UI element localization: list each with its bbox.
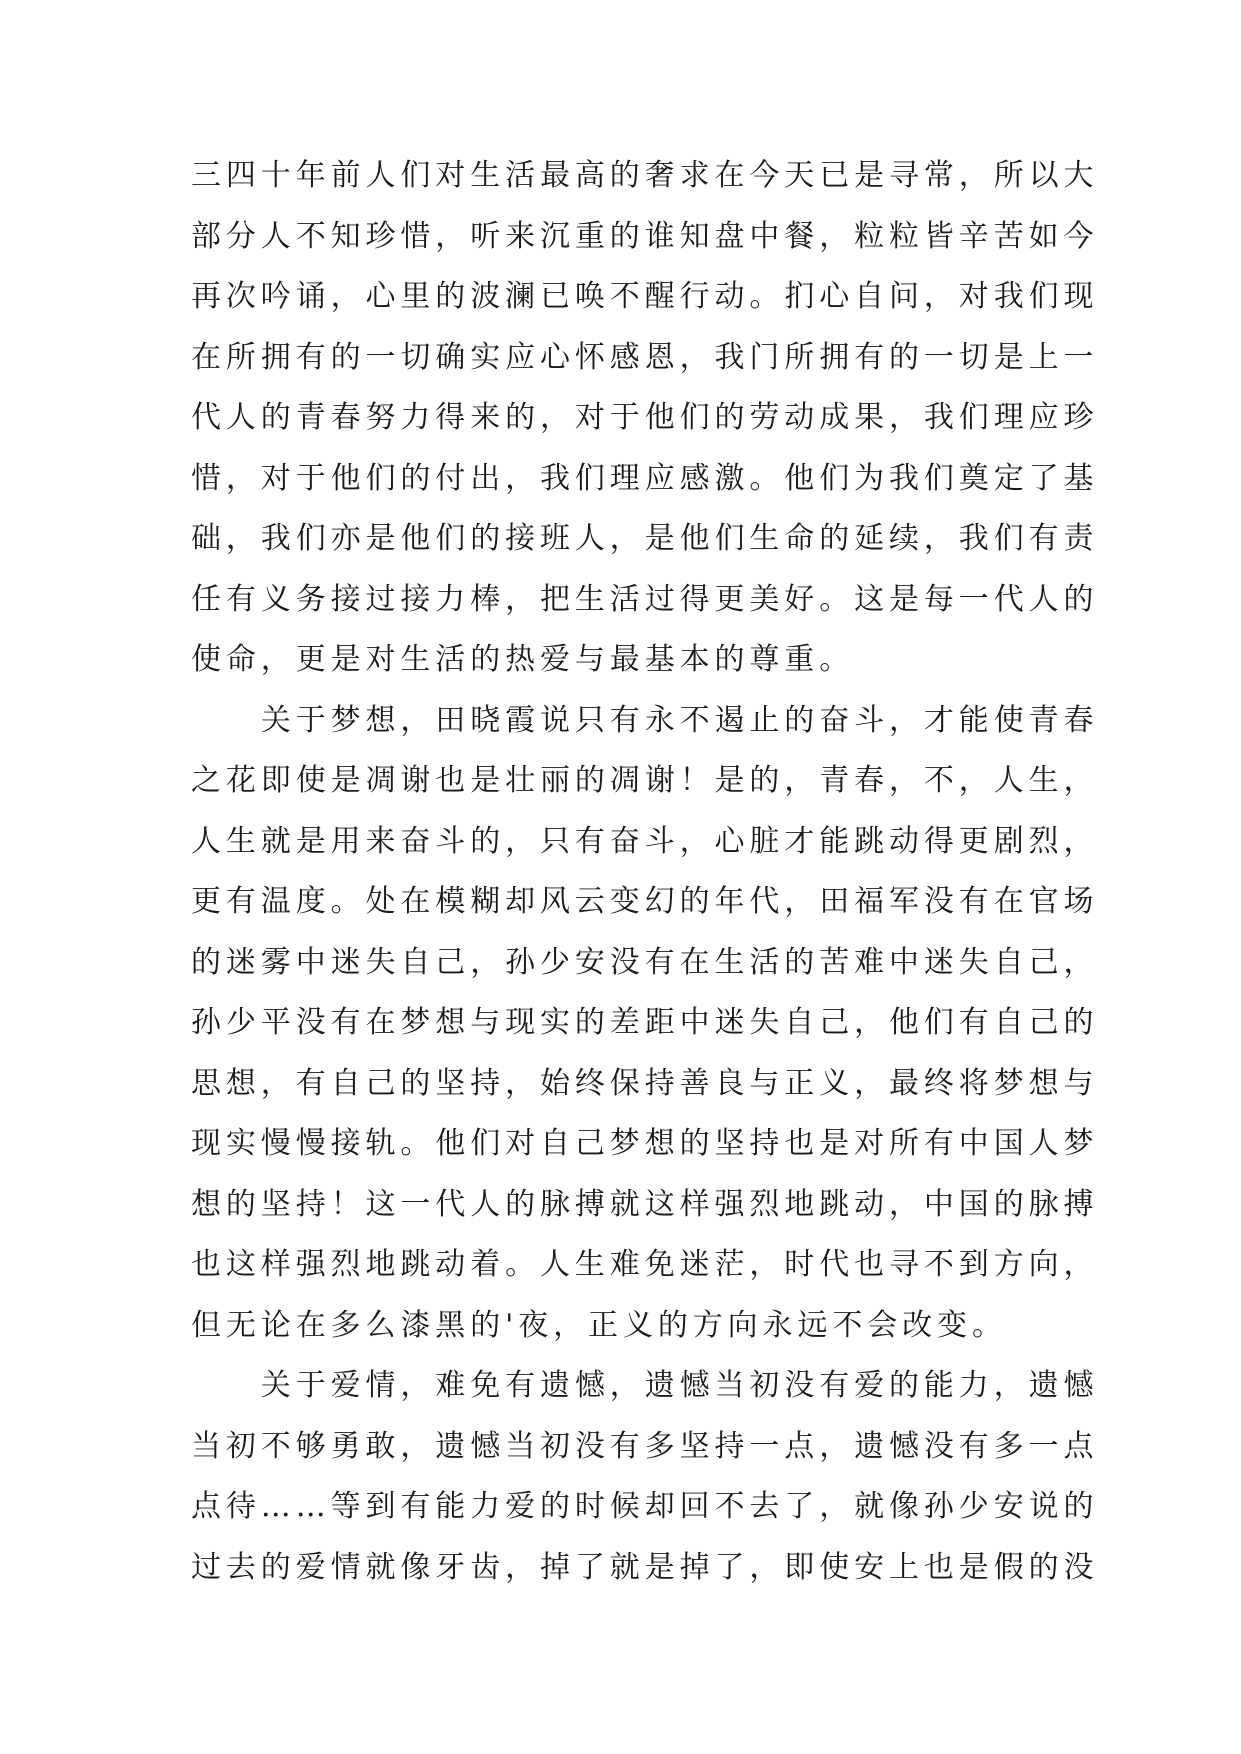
text-line: 思想，有自己的坚持，始终保持善良与正义，最终将梦想与 bbox=[191, 1065, 1099, 1101]
text-line: 想的坚持！这一代人的脉搏就这样强烈地跳动，中国的脉搏 bbox=[191, 1186, 1099, 1222]
text-line: 任有义务接过接力棒，把生活过得更美好。这是每一代人的 bbox=[191, 581, 1099, 617]
text-line: 部分人不知珍惜，听来沉重的谁知盘中餐，粒粒皆辛苦如今 bbox=[191, 218, 1099, 254]
text-line: 的迷雾中迷失自己，孙少安没有在生活的苦难中迷失自己， bbox=[191, 944, 1099, 980]
text-line: 三四十年前人们对生活最高的奢求在今天已是寻常，所以大 bbox=[191, 158, 1099, 193]
body-text bbox=[191, 146, 1099, 1598]
text-line: 也这样强烈地跳动着。人生难免迷茫，时代也寻不到方向， bbox=[191, 1247, 1099, 1282]
text-line: 关于梦想，田晓霞说只有永不遏止的奋斗，才能使青春 bbox=[191, 702, 1099, 738]
text-line: 当初不够勇敢，遗憾当初没有多坚持一点，遗憾没有多一点 bbox=[191, 1428, 1099, 1464]
text-line: 孙少平没有在梦想与现实的差距中迷失自己，他们有自己的 bbox=[191, 1005, 1099, 1040]
text-line: 关于爱情，难免有遗憾，遗憾当初没有爱的能力，遗憾 bbox=[191, 1368, 1099, 1403]
text-line: 惜，对于他们的付出，我们理应感激。他们为我们奠定了基 bbox=[191, 460, 1099, 496]
text-line: 过去的爱情就像牙齿，掉了就是掉了，即使安上也是假的没 bbox=[191, 1549, 1099, 1585]
text-line: 更有温度。处在模糊却风云变幻的年代，田福军没有在官场 bbox=[191, 884, 1099, 919]
text-line: 代人的青春努力得来的，对于他们的劳动成果，我们理应珍 bbox=[191, 400, 1099, 435]
text-line: 人生就是用来奋斗的，只有奋斗，心脏才能跳动得更剧烈， bbox=[191, 823, 1099, 859]
text-line: 但无论在多么漆黑的'夜，正义的方向永远不会改变。 bbox=[191, 1307, 1007, 1343]
text-line: 再次吟诵，心里的波澜已唤不醒行动。扪心自问，对我们现 bbox=[191, 279, 1099, 314]
text-line: 之花即使是凋谢也是壮丽的凋谢！是的，青春，不，人生， bbox=[191, 763, 1099, 798]
text-line: 现实慢慢接轨。他们对自己梦想的坚持也是对所有中国人梦 bbox=[191, 1126, 1099, 1161]
text-line: 础，我们亦是他们的接班人，是他们生命的延续，我们有责 bbox=[191, 521, 1099, 556]
text-line: 点待……等到有能力爱的时候却回不去了，就像孙少安说的 bbox=[191, 1489, 1099, 1524]
text-line: 使命，更是对生活的热爱与最基本的尊重。 bbox=[191, 642, 855, 677]
text-line: 在所拥有的一切确实应心怀感恩，我门所拥有的一切是上一 bbox=[191, 339, 1099, 375]
